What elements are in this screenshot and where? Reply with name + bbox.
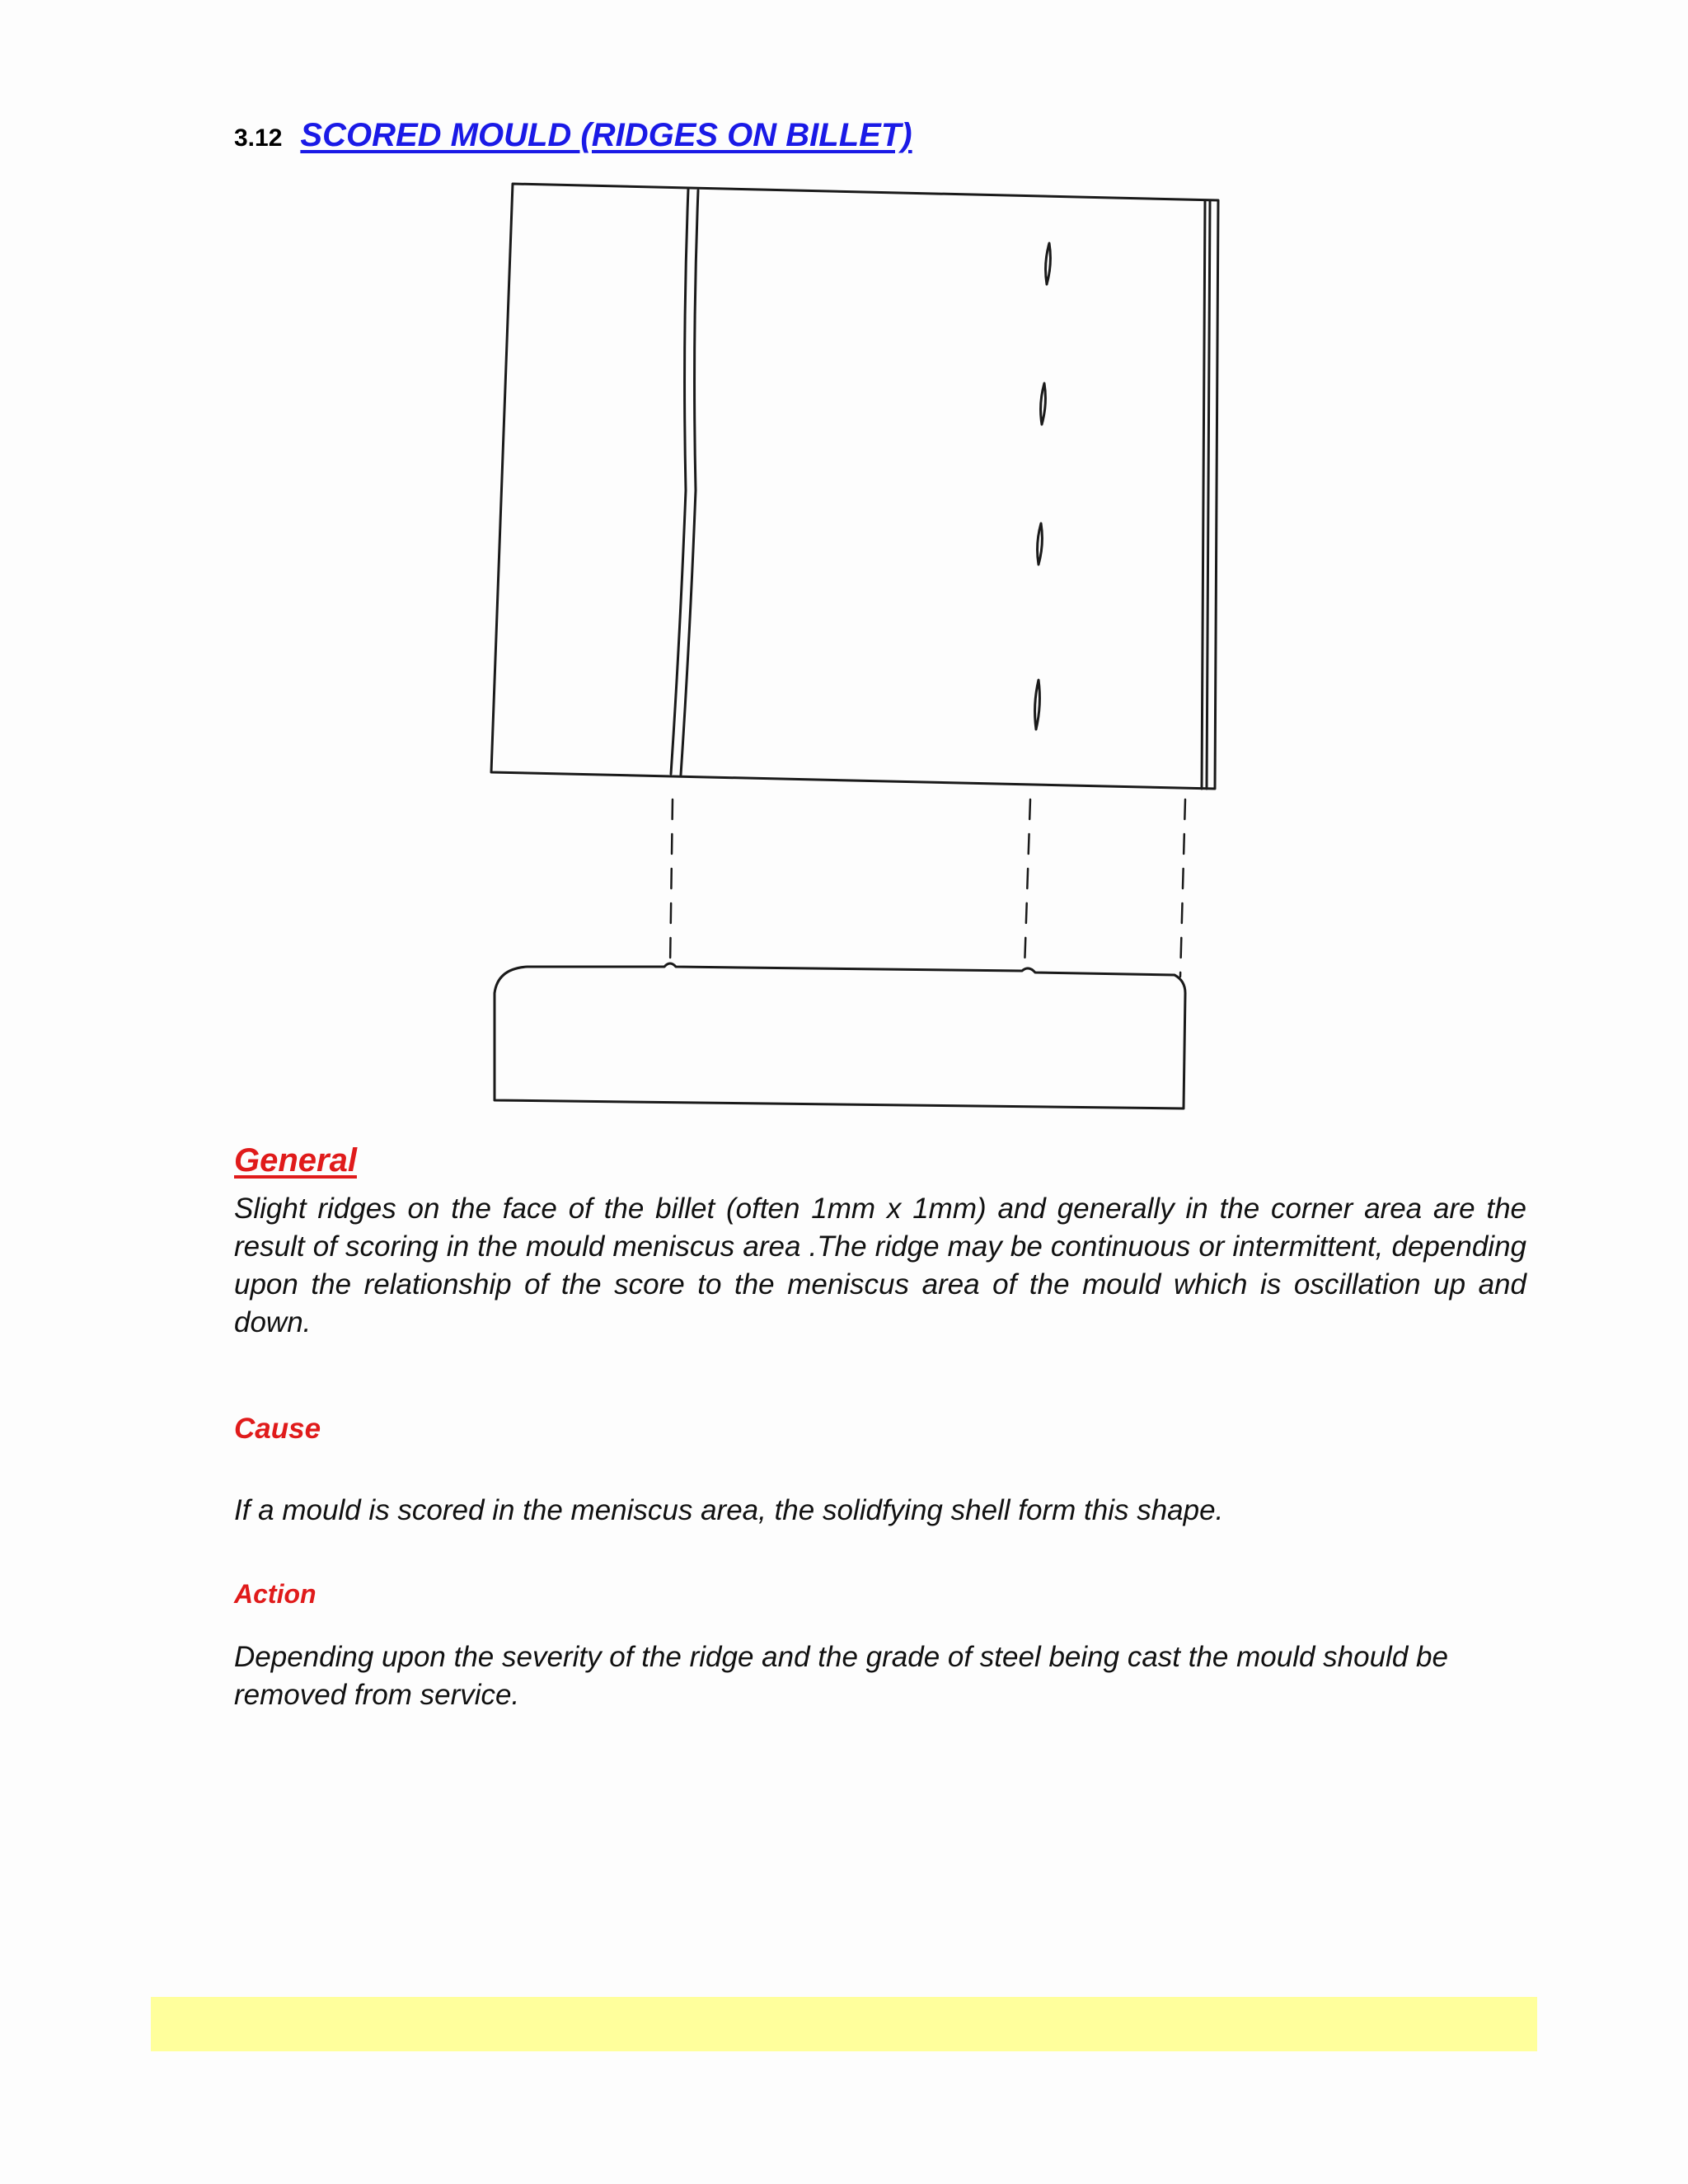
action-text: Depending upon the severity of the ridge and the grade of steel being cast the mould should be removed from service.: [234, 1641, 1448, 1711]
general-text: Slight ridges on the face of the billet (often 1mm x 1mm) and generally in the corner area are the result of scoring in the mould meniscus area .The ridge may be continuous or intermittent, depending upon the relationship of the score to the meniscus area of the mould which is oscillation up and down.: [234, 1193, 1526, 1338]
score-mark-3: [1038, 523, 1043, 565]
corner-ridge-left-inner: [681, 190, 698, 775]
score-mark-1: [1046, 243, 1051, 284]
projection-line-right: [1180, 799, 1185, 977]
section-number: 3.12: [234, 124, 283, 152]
projection-line-middle: [1025, 799, 1030, 968]
score-mark-4: [1035, 680, 1040, 729]
section-heading: [234, 117, 912, 154]
cause-label: Cause: [234, 1413, 321, 1445]
action-label: Action: [234, 1579, 316, 1609]
mould-right-edge: [1202, 200, 1205, 789]
mould-right-edge-inner: [1207, 200, 1210, 789]
billet-mould-diagram: [470, 177, 1228, 1125]
cause-text: If a mould is scored in the meniscus area, the solidfying shell form this shape.: [234, 1494, 1224, 1526]
billet-section-outline: [495, 963, 1185, 1108]
projection-line-left: [670, 799, 673, 967]
score-mark-2: [1041, 383, 1046, 424]
section-title: SCORED MOULD (RIDGES ON BILLET): [300, 117, 912, 153]
general-label: General: [234, 1142, 357, 1179]
mould-face-outline: [491, 184, 1218, 789]
footer-highlight-band: [151, 1997, 1537, 2051]
